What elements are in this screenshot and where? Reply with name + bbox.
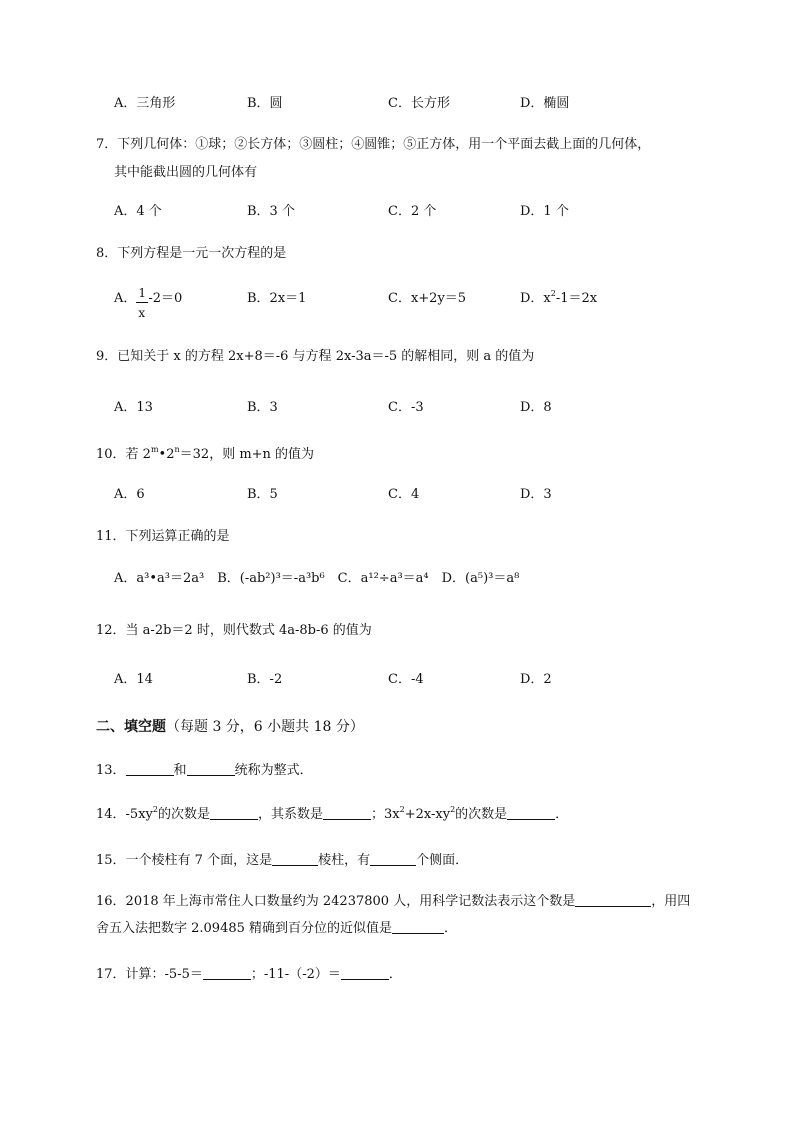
q10-options (114, 486, 754, 504)
q14-text: 的次数是 (157, 807, 210, 822)
answer-blank[interactable] (187, 762, 235, 776)
answer-blank[interactable] (392, 920, 444, 934)
section-title: 二、填空题 (96, 719, 166, 735)
q7-stem-line2: 其中能截出圆的几何体有 (114, 165, 258, 180)
q13-number: 13． (96, 763, 126, 778)
exponent: m (150, 445, 159, 454)
q8-option-a (114, 286, 183, 320)
q12-option-a: A．14 (114, 672, 153, 687)
q6-option-c: C．长方形 (388, 96, 450, 111)
q12-option-b: B．-2 (247, 672, 283, 687)
fraction-bar (136, 302, 148, 303)
q16-line2 (96, 920, 457, 938)
q10-stem-pre: 10．若 2 (96, 447, 151, 462)
q12-options (114, 671, 754, 689)
q6-option-d: D．椭圆 (520, 96, 570, 111)
q8-option-d-pre: D．x (520, 291, 551, 306)
answer-blank[interactable] (323, 806, 371, 820)
q10-option-a: A．6 (114, 487, 145, 502)
answer-blank[interactable] (575, 893, 651, 907)
q8-option-a-rest: -2＝0 (148, 291, 183, 306)
q15-text: 个侧面． (416, 853, 469, 868)
q14-text: +2x-xy (404, 807, 451, 822)
q10-stem-post: ＝32，则 m+n 的值为 (179, 447, 315, 462)
q8-options (114, 286, 754, 320)
q8-option-b: B．2x＝1 (247, 291, 307, 306)
q6-option-b: B．圆 (247, 96, 283, 111)
q10-stem (96, 446, 314, 464)
q8-option-c: C．x+2y＝5 (388, 291, 467, 306)
q8-option-a-label: A． (114, 291, 137, 306)
section-note: （每题 3 分，6 小题共 18 分） (166, 719, 364, 735)
q17-text: ；-11-（-2）＝ (250, 967, 341, 982)
exponent: 2 (399, 805, 405, 814)
q8-stem: 8．下列方程是一元一次方程的是 (96, 246, 287, 261)
q8-option-d-post: -1＝2x (555, 291, 598, 306)
q12-option-c: C．-4 (388, 672, 424, 687)
q12-option-d: D．2 (520, 672, 552, 687)
q10-option-d: D．3 (520, 487, 552, 502)
q15-text: 棱柱，有 (318, 853, 371, 868)
fraction (136, 286, 148, 320)
q16-text: ，用四 (651, 894, 691, 909)
q10-option-b: B．5 (247, 487, 278, 502)
q14-text: ． (555, 807, 569, 822)
q6-option-a: A．三角形 (114, 96, 176, 111)
answer-blank[interactable] (210, 806, 258, 820)
q16-line1 (96, 893, 690, 911)
q16-text: 舍五入法把数字 2.09485 精确到百分位的近似值是 (96, 921, 393, 936)
answer-blank[interactable] (507, 806, 555, 820)
q9-option-b: B．3 (247, 400, 278, 415)
q7-option-b: B．3 个 (247, 204, 295, 219)
answer-blank[interactable] (126, 762, 174, 776)
q10-stem-mid: •2 (158, 447, 175, 462)
q14-text: 14．-5xy (96, 807, 153, 822)
q9-stem: 9．已知关于 x 的方程 2x+8＝-6 与方程 2x-3a＝-5 的解相同，则 a 的值为 (96, 349, 535, 364)
exponent: 2 (550, 289, 556, 298)
answer-blank[interactable] (203, 966, 251, 980)
fraction-denominator: x (138, 306, 146, 320)
q14-text: ，其系数是 (258, 807, 324, 822)
q16-text: ． (444, 921, 458, 936)
q14-text: 的次数是 (455, 807, 508, 822)
q9-option-a: A．13 (114, 400, 153, 415)
exponent: 2 (450, 805, 456, 814)
q7-stem-line1: 7．下列几何体：①球；②长方体；③圆柱；④圆锥；⑤正方体，用一个平面去截上面的几何体， (96, 137, 651, 152)
answer-blank[interactable] (370, 852, 416, 866)
q15-text: 15．一个棱柱有 7 个面，这是 (96, 853, 273, 868)
answer-blank[interactable] (272, 852, 318, 866)
section-heading (96, 718, 364, 736)
q11-stem: 11．下列运算正确的是 (96, 529, 230, 544)
q13-text: 和 (173, 763, 187, 778)
q7-option-a: A．4 个 (114, 204, 162, 219)
q13 (96, 762, 313, 780)
q17 (96, 966, 402, 984)
answer-blank[interactable] (341, 966, 389, 980)
q15 (96, 852, 468, 870)
q6-options (114, 95, 754, 113)
q10-option-c: C．4 (388, 487, 420, 502)
q13-text: 统称为整式． (234, 763, 313, 778)
q14-text: ；3x (371, 807, 400, 822)
q16-text: 16．2018 年上海市常住人口数量约为 24237800 人，用科学记数法表示这个数是 (96, 894, 576, 909)
exponent: n (174, 445, 180, 454)
fraction-numerator: 1 (138, 286, 147, 300)
q7-options (114, 203, 754, 221)
q8-option-d (520, 290, 597, 308)
q7-option-c: C．2 个 (388, 204, 437, 219)
q14 (96, 806, 568, 824)
q11-options: A．a³•a³＝2a³ B．(-ab²)³＝-a³b⁶ C．a¹²÷a³＝a⁴ D．(a⁵)³＝a⁸ (114, 571, 520, 586)
q17-text: 17．计算：-5-5＝ (96, 967, 203, 982)
q12-stem: 12．当 a-2b＝2 时，则代数式 4a-8b-6 的值为 (96, 623, 372, 638)
q7-option-d: D．1 个 (520, 204, 569, 219)
q9-option-d: D．8 (520, 400, 552, 415)
q9-option-c: C．-3 (388, 400, 424, 415)
q9-options (114, 399, 754, 417)
q17-text: ． (388, 967, 402, 982)
exponent: 2 (152, 805, 158, 814)
